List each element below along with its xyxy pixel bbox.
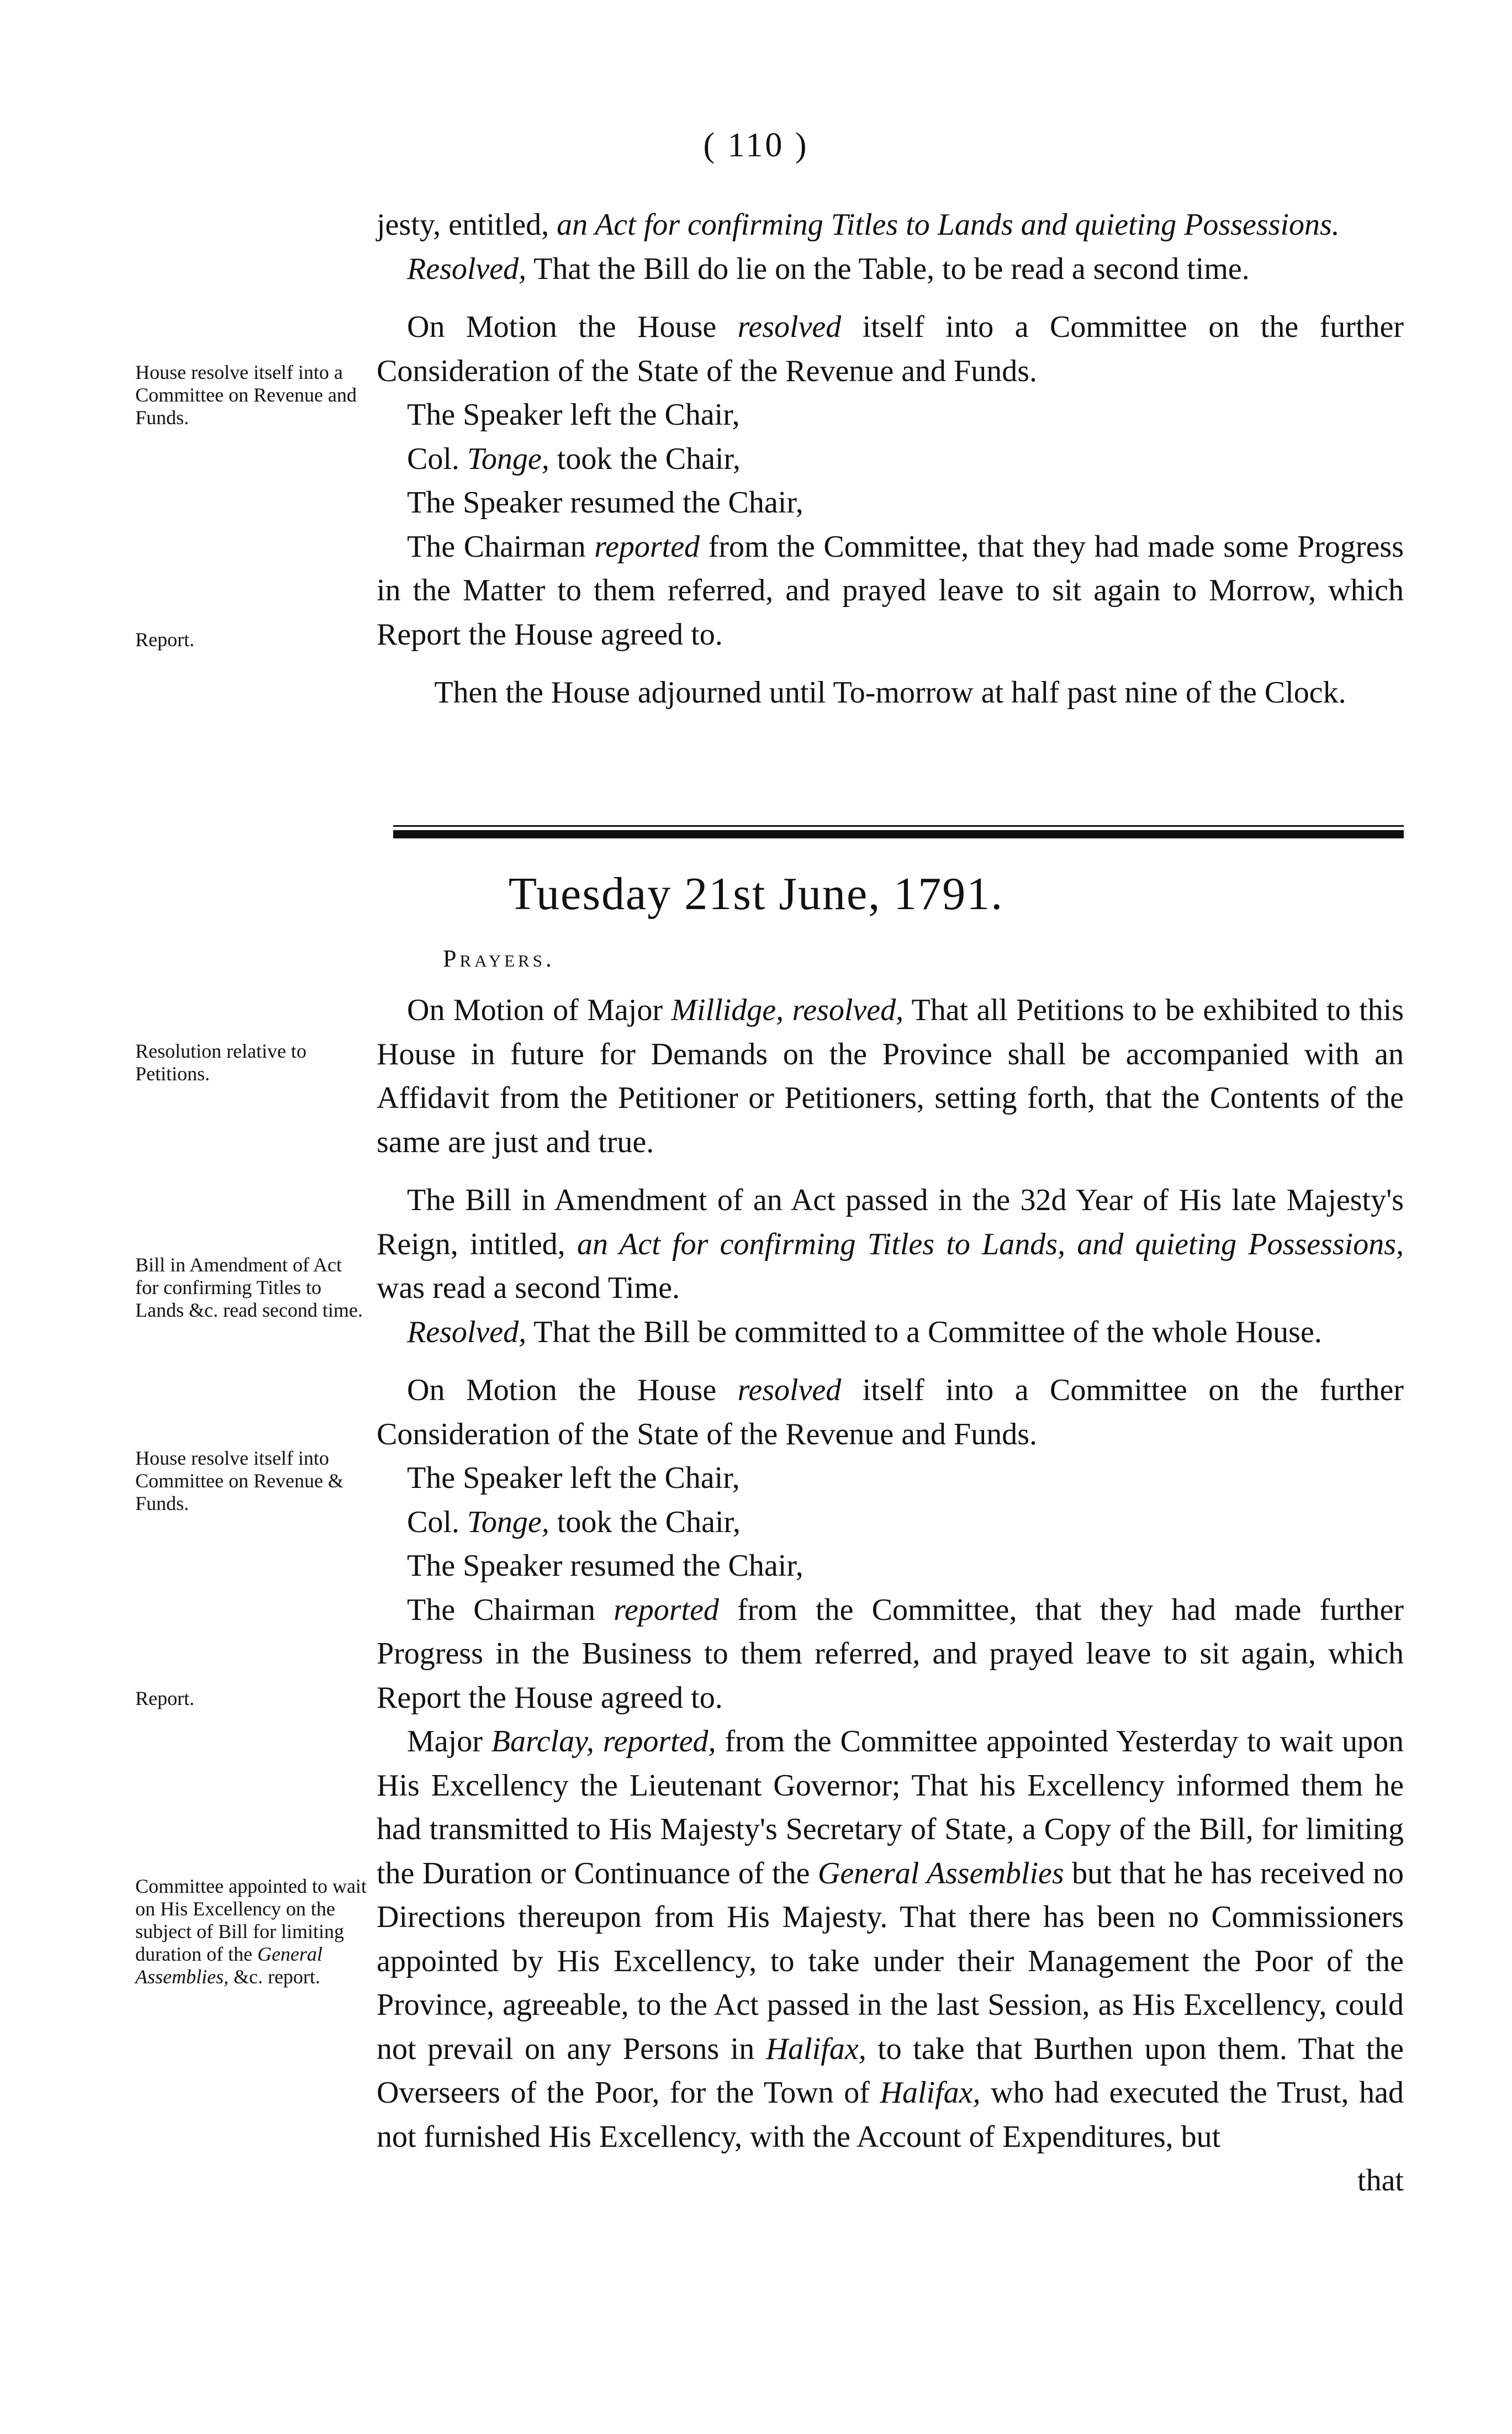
paragraph-col-tonge (377, 437, 1404, 482)
text-span: &c. report. (228, 1966, 320, 1988)
resolved-label: Resolved, (407, 251, 527, 286)
text-span: That the Bill do lie on the Table, to be read a second time. (526, 251, 1250, 286)
section-divider-thick (393, 830, 1404, 838)
act-title: an Act for confirming Titles to Lands, and quieting Possessions, (577, 1227, 1404, 1261)
paragraph-adjourned: Then the House adjourned until To-morrow at half past nine of the Clock. (434, 675, 1346, 710)
top-section (377, 203, 1404, 715)
paragraph-resolved (377, 247, 1404, 292)
place-name: Halifax, (880, 2076, 981, 2110)
paragraph-barclay-report (377, 1720, 1404, 2159)
person-name: Tonge, (467, 1504, 549, 1539)
paragraph-motion-revenue (377, 1369, 1404, 1456)
text-span (784, 993, 792, 1027)
text-span: That the Bill be committed to a Committee of the whole House. (526, 1314, 1322, 1349)
paragraph-motion (377, 305, 1404, 393)
reported-word: reported (614, 1592, 719, 1627)
page-number: ( 110 ) (703, 126, 809, 164)
margin-note-house-resolve-1: House resolve itself into a Committee on Revenue and Funds. (135, 361, 357, 429)
text-span: itself into a Committee on the further Consideration of the State of the Revenue and Funds. (377, 310, 1404, 388)
catchword: that (1357, 2163, 1404, 2198)
text-span: was read a second Time. (377, 1271, 680, 1305)
person-name: Barclay, (491, 1724, 594, 1759)
general-assemblies: General Assemblies, (135, 1943, 323, 1988)
reported-word: reported (594, 529, 700, 564)
text-span: The Bill in Amendment of an Act passed in the 32d Year of His late Majesty's Reign, intitled, (377, 1183, 1404, 1261)
paragraph-millidge-motion (377, 989, 1404, 1164)
bottom-section (377, 989, 1404, 2203)
person-name: Millidge, (671, 993, 784, 1027)
text-span: jesty, entitled, (377, 208, 557, 242)
paragraph-speaker-resumed: The Speaker resumed the Chair, (407, 485, 803, 520)
paragraph-chairman-report-2 (377, 1588, 1404, 1720)
text-span: On Motion the House (407, 1373, 738, 1407)
text-span: Major (407, 1724, 491, 1759)
reported-word: reported, (602, 1724, 716, 1759)
act-title: an Act for confirming Titles to Lands and quieting Possessions. (557, 208, 1340, 242)
margin-note-bill-amendment: Bill in Amendment of Act for confirming Titles to Lands &c. read second time. (135, 1254, 363, 1321)
margin-note-committee-appointed (135, 1875, 367, 1988)
text-span: That all Petitions to be exhibited to this House in future for Demands on the Province shall be accompanied with an Affidavit from the Petitioner or Petitioners, setting forth, that the Contents of the same are just and true. (377, 993, 1404, 1159)
text-span: The Chairman (407, 529, 595, 564)
paragraph-bill-amendment (377, 1179, 1404, 1311)
resolved-word: resolved (737, 310, 842, 344)
paragraph-chairman-report (377, 525, 1404, 657)
place-name: Halifax, (765, 2031, 866, 2066)
text-span: Col. (407, 441, 467, 476)
text-span: itself into a Committee on the further Consideration of the State of the Revenue and Funds. (377, 1373, 1404, 1451)
text-span: On Motion the House (407, 310, 738, 344)
text-span: On Motion of Major (407, 993, 672, 1027)
date-heading: Tuesday 21st June, 1791. (508, 868, 1004, 920)
text-span (594, 1724, 603, 1759)
section-divider-thin (393, 825, 1404, 827)
person-name: Tonge, (467, 441, 549, 476)
general-assemblies: General Assemblies (817, 1856, 1064, 1891)
text-span: The Chairman (407, 1592, 614, 1627)
text-span: to take that Burthen upon them. That the Overseers of the Poor, for the Town of (377, 2031, 1404, 2110)
text-span: Committee appointed to wait on His Excellency on the subject of Bill for limiting duration of the (135, 1875, 367, 1965)
paragraph-speaker-resumed-2: The Speaker resumed the Chair, (407, 1549, 803, 1583)
paragraph-speaker-left-2: The Speaker left the Chair, (407, 1461, 740, 1495)
text-span: from the Committee appointed Yesterday to wait upon His Excellency the Lieutenant Governor; That his Excellency informed them he had transmitted to His Majesty's Secretary of State, a Copy of the Bill, for limiting the Duration or Continuance of the (377, 1724, 1404, 1891)
resolved-word: resolved (737, 1373, 842, 1407)
text-span: from the Committee, that they had made some Progress in the Matter to them referred, and prayed leave to sit again to Morrow, which Report the House agreed to. (377, 529, 1404, 652)
text-span: from the Committee, that they had made further Progress in the Business to them referred, and prayed leave to sit again, which Report the House agreed to. (377, 1592, 1404, 1715)
paragraph-speaker-left: The Speaker left the Chair, (407, 398, 740, 432)
text-span: took the Chair, (549, 441, 741, 476)
margin-note-resolution-petitions: Resolution relative to Petitions. (135, 1040, 306, 1085)
paragraph-resolved-committee (377, 1311, 1404, 1355)
margin-note-report-1: Report. (135, 629, 194, 651)
resolved-label: Resolved, (407, 1314, 527, 1349)
paragraph-continuation (377, 203, 1404, 247)
margin-note-report-2: Report. (135, 1687, 194, 1709)
text-span: who had executed the Trust, had not furnished His Excellency, with the Account of Expenditures, but (377, 2076, 1404, 2154)
resolved-word: resolved, (792, 993, 904, 1027)
paragraph-col-tonge-2 (377, 1501, 1404, 1545)
text-span: Col. (407, 1504, 467, 1539)
margin-note-house-resolve-2: House resolve itself into Committee on Revenue & Funds. (135, 1447, 343, 1514)
prayers-heading: Prayers. (443, 945, 555, 972)
text-span: took the Chair, (549, 1504, 741, 1539)
text-span: but that he has received no Directions thereupon from His Majesty. That there has been no Commissioners appointed by His Excellency, to take under their Management the Poor of the Province, agreeable, to the Act passed in the last Session, as His Excellency, could not prevail on any Persons in (377, 1856, 1404, 2066)
